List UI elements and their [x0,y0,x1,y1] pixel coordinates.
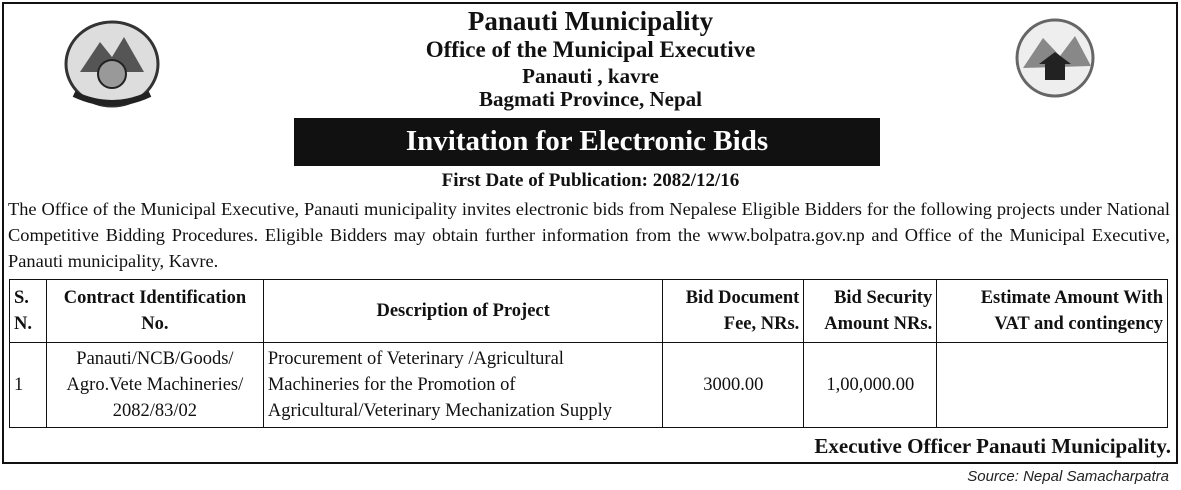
cell-sn: 1 [10,343,47,428]
bid-table [9,279,1168,428]
header-bid-fee: Bid Document Fee, NRs. [663,280,804,343]
table-row [10,343,1168,428]
office-name: Office of the Municipal Executive [425,37,756,62]
cell-bid-fee: 3000.00 [663,343,804,428]
cell-estimate [937,343,1168,428]
cell-description: Procurement of Veterinary /Agricultural Machineries for the Promotion of Agricultural/Veterinary Mechanization Supply [263,343,663,428]
table-header-row [10,280,1168,343]
header-description: Description of Project [263,280,663,343]
location: Panauti , kavre [522,64,659,88]
signature: Executive Officer Panauti Municipality. [814,434,1171,458]
province: Bagmati Province, Nepal [478,87,702,111]
publication-date: First Date of Publication: 2082/12/16 [441,170,740,191]
cell-bid-security: 1,00,000.00 [804,343,937,428]
notice-title: Invitation for Electronic Bids [294,118,880,166]
cell-contract-id: Panauti/NCB/Goods/ Agro.Vete Machineries/ 2082/83/02 [46,343,263,428]
header-estimate: Estimate Amount With VAT and contingency [937,280,1168,343]
header-contract-id: Contract Identification No. [46,280,263,343]
header-bid-security: Bid Security Amount NRs. [804,280,937,343]
header-sn: S. N. [10,280,47,343]
source-credit: Source: Nepal Samacharpatra [967,468,1169,485]
notice-paragraph: The Office of the Municipal Executive, Panauti municipality invites electronic bids from Nepalese Eligible Bidders for the following projects under National Competitive Bidding Procedures. Eligible Bidders may obtain further information from the www.bolpatra.gov.np and Office of the Municipal Executive, Panauti municipality, Kavre. [8,199,1170,271]
municipality-name: Panauti Municipality [467,6,714,36]
